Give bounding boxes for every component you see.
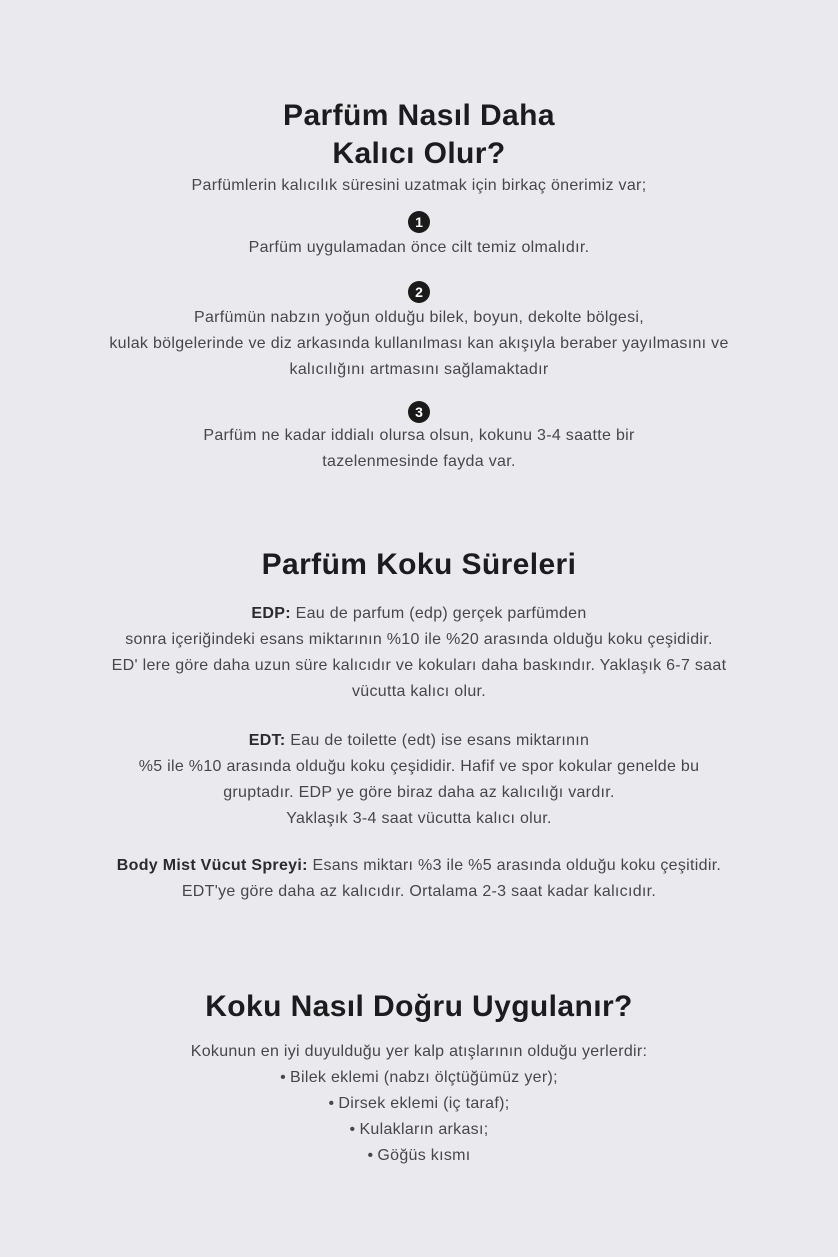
title-line-2: Kalıcı Olur? — [332, 137, 506, 170]
tip-2-line-1: Parfümün nabzın yoğun olduğu bilek, boyun, dekolte bölgesi, — [194, 309, 644, 326]
bullet-item-3-text: Kulakların arkası; — [359, 1121, 489, 1138]
edt-line-1-text: Eau de toilette (edt) ise esans miktarının — [290, 732, 590, 749]
body-mist-label: Body Mist Vücut Spreyi: — [116, 857, 308, 874]
bullet-item-4 — [0, 1143, 838, 1169]
edp-paragraph — [0, 601, 838, 705]
bullet-item-2-text: Dirsek eklemi (iç taraf); — [338, 1095, 510, 1112]
edt-line-4: Yaklaşık 3-4 saat vücutta kalıcı olur. — [286, 810, 552, 827]
application-bullet-list — [0, 1065, 838, 1169]
number-badge-3: 3 — [408, 401, 430, 423]
edp-line-3: ED' lere göre daha uzun süre kalıcıdır ve kokuları daha baskındır. Yaklaşık 6-7 saat — [111, 657, 727, 674]
edt-label: EDT: — [248, 732, 286, 749]
number-badge-2: 2 — [408, 281, 430, 303]
edt-paragraph — [0, 728, 838, 832]
body-mist-paragraph — [0, 853, 838, 905]
bullet-item-1-text: Bilek eklemi (nabzı ölçtüğümüz yer); — [290, 1069, 558, 1086]
bullet-item-4-text: Göğüs kısmı — [377, 1147, 471, 1164]
edp-label: EDP: — [251, 605, 291, 622]
section-title-persistence — [0, 97, 838, 173]
body-mist-line-2: EDT'ye göre daha az kalıcıdır. Ortalama 2-3 saat kadar kalıcıdır. — [181, 883, 657, 900]
body-mist-line-1 — [0, 853, 838, 879]
tip-2-line-3: kalıcılığını artmasını sağlamaktadır — [289, 361, 549, 378]
tip-1-line-1: Parfüm uygulamadan önce cilt temiz olmalıdır. — [248, 239, 590, 256]
tip-2-line-2: kulak bölgelerinde ve diz arkasında kullanılması kan akışıyla beraber yayılmasını ve — [109, 335, 729, 352]
number-badge-1: 1 — [408, 211, 430, 233]
tip-1-text — [0, 235, 838, 261]
title-line-1: Parfüm Nasıl Daha — [283, 99, 555, 132]
tip-3-line-1: Parfüm ne kadar iddialı olursa olsun, kokunu 3-4 saatte bir — [203, 427, 635, 444]
edt-line-2: %5 ile %10 arasında olduğu koku çeşididir. Hafif ve spor kokular genelde bu — [138, 758, 700, 775]
bullet-icon: • — [349, 1121, 356, 1138]
bullet-icon: • — [280, 1069, 287, 1086]
bullet-item-3 — [0, 1117, 838, 1143]
tip-3-line-2: tazelenmesinde fayda var. — [322, 453, 516, 470]
bullet-item-1 — [0, 1065, 838, 1091]
tip-3-text — [0, 423, 838, 475]
body-mist-line-1-text: Esans miktarı %3 ile %5 arasında olduğu koku çeşitidir. — [312, 857, 722, 874]
edp-line-4: vücutta kalıcı olur. — [351, 683, 487, 700]
tip-2-text — [0, 305, 838, 383]
bullet-icon: • — [328, 1095, 335, 1112]
edp-line-1 — [0, 601, 838, 627]
edp-line-2: sonra içeriğindeki esans miktarının %10 ile %20 arasında olduğu koku çeşididir. — [125, 631, 713, 648]
bullet-item-2 — [0, 1091, 838, 1117]
persistence-intro: Parfümlerin kalıcılık süresini uzatmak için birkaç önerimiz var; — [191, 177, 647, 194]
edt-line-1 — [0, 728, 838, 754]
edp-line-1-text: Eau de parfum (edp) gerçek parfümden — [295, 605, 587, 622]
application-lead: Kokunun en iyi duyulduğu yer kalp atışlarının olduğu yerlerdir: — [190, 1043, 648, 1060]
edt-line-3: gruptadır. EDP ye göre biraz daha az kalıcılığı vardır. — [223, 784, 615, 801]
section-title-application: Koku Nasıl Doğru Uygulanır? — [205, 990, 633, 1023]
section-title-durations: Parfüm Koku Süreleri — [261, 548, 577, 581]
bullet-icon: • — [367, 1147, 374, 1164]
